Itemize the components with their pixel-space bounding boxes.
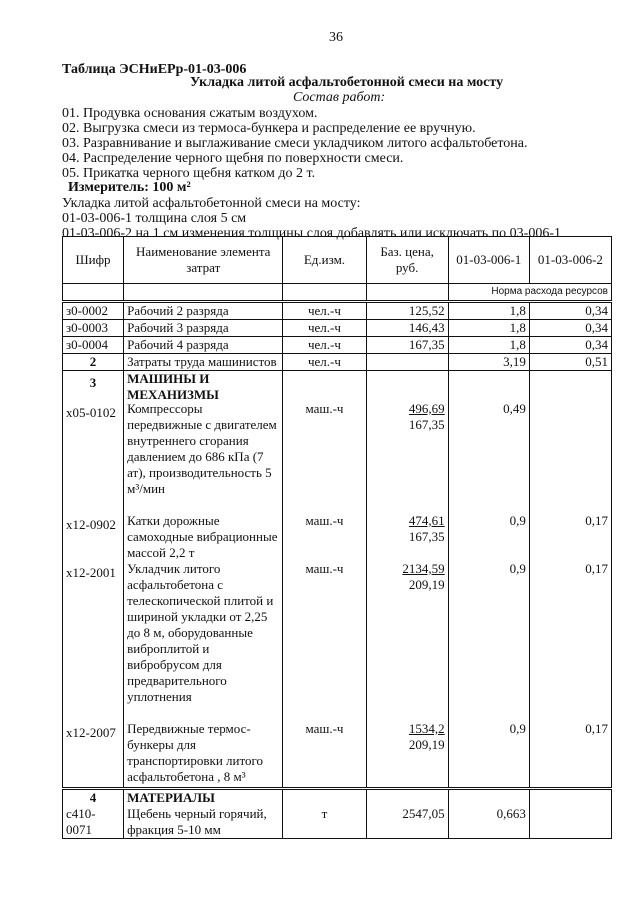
machine-variant-2: 0,17	[585, 561, 608, 576]
table-header-row	[63, 237, 612, 284]
cell-price: 167,35	[366, 337, 448, 354]
measurement-unit: Измеритель: 100 м²	[68, 180, 191, 195]
table-row	[63, 320, 612, 337]
machine-price: 496,69	[408, 401, 445, 416]
header-variant-2: 01-03-006-2	[529, 237, 611, 284]
machine-code: х05-0102	[66, 405, 116, 420]
machine-variant-1: 0,9	[509, 561, 526, 576]
cell-price	[366, 354, 448, 371]
machines-section	[63, 371, 612, 789]
table-title: Укладка литой асфальтобетонной смеси на мосту	[190, 75, 504, 90]
section-code: 4	[89, 790, 97, 805]
cell-variant-2: 0,34	[529, 320, 611, 337]
cell-code: 2	[63, 354, 124, 371]
cell-price: 146,43	[366, 320, 448, 337]
work-item: 01. Продувка основания сжатым воздухом.	[62, 106, 318, 121]
header-price: Баз. цена, руб.	[366, 237, 448, 284]
work-composition-heading: Состав работ:	[293, 90, 386, 105]
cell-name: Рабочий 3 разряда	[124, 320, 283, 337]
cell-unit: чел.-ч	[283, 320, 366, 337]
table-id: Таблица ЭСНиЕРр-01-03-006	[62, 62, 247, 77]
machine-unit: маш.-ч	[305, 721, 344, 736]
work-item: 02. Выгрузка смеси из термоса-бункера и распределение ее вручную.	[62, 121, 476, 136]
machine-price-wage: 167,35	[408, 417, 445, 432]
machine-name: Передвижные термос-бункеры для транспортировки литого асфальтобетона , 8 м³	[127, 721, 263, 784]
cell-name: Рабочий 2 разряда	[124, 302, 283, 320]
cell-name: Рабочий 4 разряда	[124, 337, 283, 354]
cell-variant-1: 3,19	[448, 354, 529, 371]
cell-variant-2: 0,34	[529, 302, 611, 320]
cell-code: з0-0002	[63, 302, 124, 320]
cell-variant-1: 1,8	[448, 302, 529, 320]
work-item: 05. Прикатка черного щебня катком до 2 т.	[62, 166, 316, 181]
work-item: 03. Разравнивание и выглаживание смеси укладчиком литого асфальтобетона.	[62, 136, 528, 151]
page-number: 36	[329, 30, 343, 45]
machine-price: 2134,59	[402, 561, 445, 576]
machine-unit: маш.-ч	[305, 513, 344, 528]
variant-item: 01-03-006-2 на 1 см изменения толщины слоя добавлять или исключать по 03-006-1	[62, 226, 561, 241]
machine-price-wage: 209,19	[408, 737, 445, 752]
header-unit: Ед.изм.	[283, 237, 366, 284]
machine-variant-2	[533, 401, 608, 513]
machine-name: Катки дорожные самоходные вибрационные массой 2,2 т	[127, 513, 278, 560]
machine-name: Укладчик литого асфальтобетона с телескопической плитой и шириной укладки от 2,25 до 8 м, оборудованные виброплитой и вибробрусом для предварительного уплотнения	[127, 561, 274, 704]
section-name: МАТЕРИАЛЫ	[127, 790, 215, 805]
header-variant-1: 01-03-006-1	[448, 237, 529, 284]
cell-unit: чел.-ч	[283, 337, 366, 354]
cell-price: 125,52	[366, 302, 448, 320]
machine-variant-2: 0,17	[585, 513, 608, 528]
material-name: Щебень черный горячий, фракция 5-10 мм	[127, 806, 267, 837]
section-name: МАШИНЫ И МЕХАНИЗМЫ	[127, 371, 219, 402]
machine-unit: маш.-ч	[305, 401, 344, 416]
cell-name: Затраты труда машинистов	[124, 354, 283, 371]
cell-variant-1: 1,8	[448, 320, 529, 337]
section-code: 3	[89, 375, 97, 390]
variant-heading: Укладка литой асфальтобетонной смеси на мосту:	[62, 196, 361, 211]
cell-variant-1: 1,8	[448, 337, 529, 354]
machine-price-wage: 167,35	[408, 529, 445, 544]
machine-price: 474,61	[408, 513, 445, 528]
header-name: Наименование элемента затрат	[124, 237, 283, 284]
machine-variant-2: 0,17	[585, 721, 608, 736]
norm-label: Норма расхода ресурсов	[448, 284, 611, 302]
material-price: 2547,05	[402, 806, 445, 821]
resource-norms-table	[62, 236, 612, 839]
variant-item: 01-03-006-1 толщина слоя 5 см	[62, 211, 247, 226]
cell-variant-2: 0,51	[529, 354, 611, 371]
machine-price: 1534,2	[408, 721, 445, 736]
machine-price-wage: 209,19	[408, 577, 445, 592]
table-row	[63, 302, 612, 320]
machine-variant-1: 0,49	[503, 401, 526, 416]
machine-variant-1: 0,9	[509, 721, 526, 736]
machine-unit: маш.-ч	[305, 561, 344, 576]
machine-code: х12-0902	[66, 517, 116, 532]
norm-label-row	[63, 284, 612, 302]
machine-name: Компрессоры передвижные с двигателем внутреннего сгорания давлением до 686 кПа (7 ат), производительность 5 м³/мин	[127, 401, 277, 496]
material-variant-1: 0,663	[496, 806, 526, 821]
cell-unit: чел.-ч	[283, 302, 366, 320]
cell-code: з0-0004	[63, 337, 124, 354]
header-code: Шифр	[63, 237, 124, 284]
cell-unit: чел.-ч	[283, 354, 366, 371]
cell-variant-2: 0,34	[529, 337, 611, 354]
work-item: 04. Распределение черного щебня по поверхности смеси.	[62, 151, 404, 166]
table-row	[63, 337, 612, 354]
machine-code: х12-2001	[66, 565, 116, 580]
material-unit: т	[321, 806, 328, 821]
machine-variant-1: 0,9	[509, 513, 526, 528]
machine-code: х12-2007	[66, 725, 116, 740]
machinist-row	[63, 354, 612, 371]
cell-code: з0-0003	[63, 320, 124, 337]
material-code: с410-0071	[66, 806, 96, 837]
materials-section	[63, 789, 612, 839]
